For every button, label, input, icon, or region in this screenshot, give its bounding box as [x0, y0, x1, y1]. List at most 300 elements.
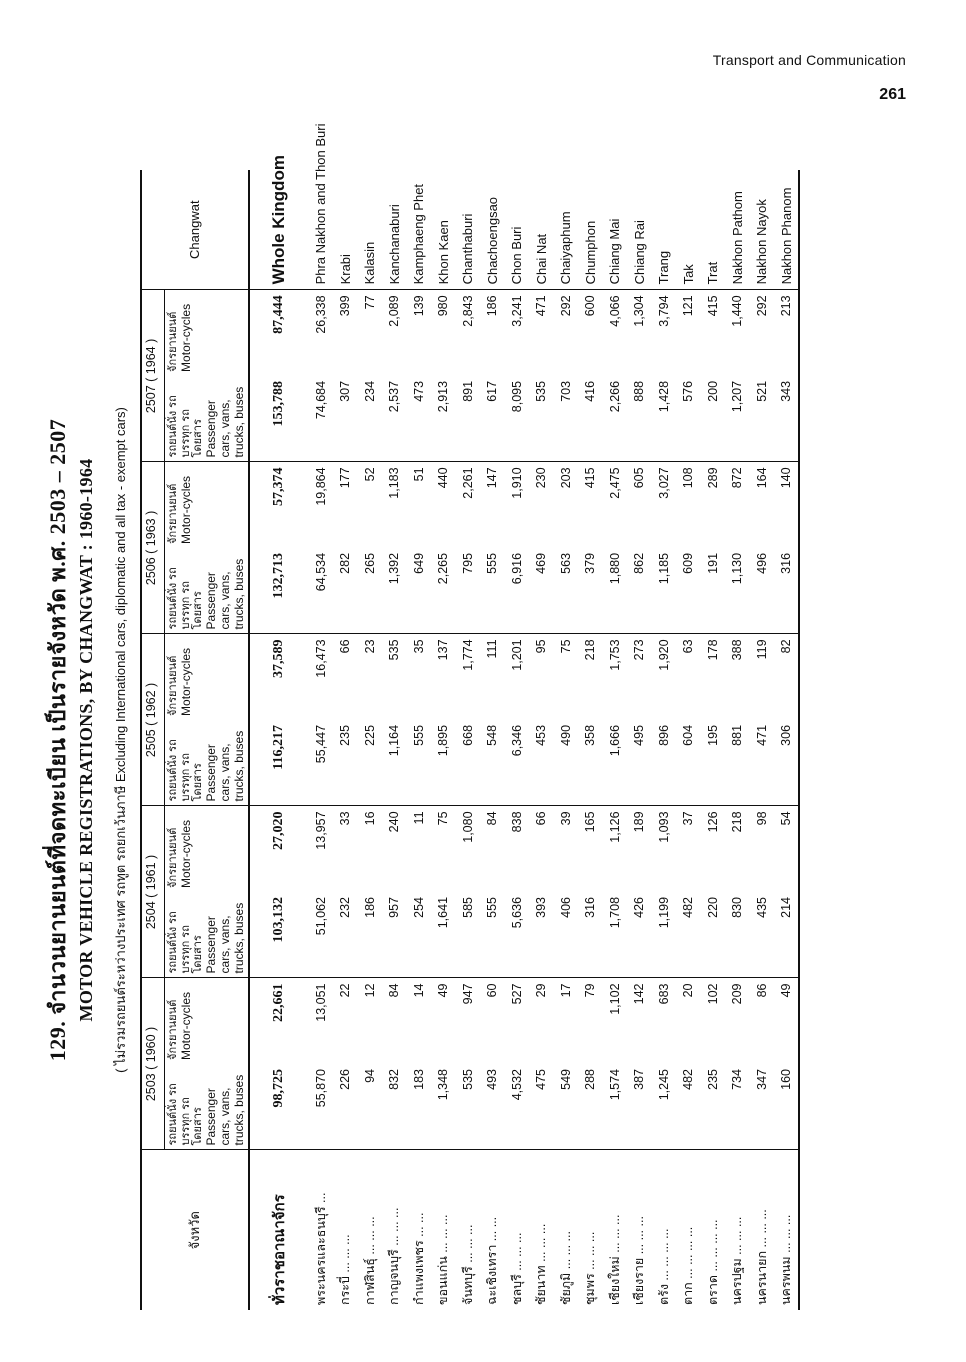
motorcycle-value: 82 — [774, 634, 800, 720]
table-row — [774, 170, 800, 1310]
table-note: ( ไม่รวมรถยนต์ระหว่างประเทศ รถทูต รถยกเว้นภาษี Excluding International cars, diplomatic and all tax - exempt cars) — [113, 407, 128, 1073]
motorcycle-value: 16 — [362, 811, 377, 826]
passenger-value: 1,185 — [651, 548, 676, 634]
motorcycle-value: 415 — [583, 467, 598, 489]
motorcycle-value: 77 — [357, 290, 382, 376]
motorcycle-value: 84 — [485, 811, 500, 826]
motorcycle-value: 189 — [632, 811, 647, 833]
motorcycle-value: 1,304 — [627, 290, 652, 376]
motorcycle-value: 218 — [730, 811, 745, 833]
motorcycle-value: 108 — [681, 467, 696, 489]
motorcycle-value: 17 — [558, 983, 573, 998]
header-motorcycles-thai: จักรยานยนต์ — [167, 655, 179, 716]
table-row — [406, 170, 431, 1310]
header-passenger-vehicles — [165, 892, 250, 978]
passenger-value: 343 — [774, 376, 800, 462]
passenger-value: 435 — [749, 892, 774, 978]
table-row — [455, 170, 480, 1310]
motorcycle-value: 137 — [436, 639, 451, 661]
table-row — [382, 170, 407, 1310]
changwat-english: Chanthaburi — [460, 213, 476, 285]
motorcycle-value: 12 — [362, 983, 377, 998]
passenger-value: 8,095 — [504, 376, 529, 462]
table-row — [725, 170, 750, 1310]
motorcycle-value: 52 — [362, 467, 377, 482]
header-passenger-english: Passenger cars, vans, trucks, buses — [203, 1074, 246, 1146]
motorcycle-value: 1,093 — [656, 811, 671, 843]
header-passenger-english: Passenger cars, vans, trucks, buses — [203, 386, 246, 458]
header-motorcycles-thai: จักรยานยนต์ — [167, 311, 179, 372]
passenger-value: 5,636 — [504, 892, 529, 978]
header-motorcycles-thai: จักรยานยนต์ — [167, 827, 179, 888]
motorcycle-value: 947 — [460, 983, 475, 1005]
changwat-thai: พระนครและธนบุรี ... — [313, 1192, 328, 1305]
passenger-value: 1,392 — [382, 548, 407, 634]
motorcycle-value: 218 — [583, 639, 598, 661]
total-row — [249, 170, 308, 1310]
passenger-value: 535 — [455, 1064, 480, 1150]
passenger-value: 74,684 — [308, 376, 333, 462]
motorcycle-value: 1,183 — [387, 467, 402, 499]
changwat-thai: กำแพงเพชร ... ... — [411, 1212, 426, 1305]
passenger-value: 51,062 — [308, 892, 333, 978]
motorcycle-value: 14 — [411, 983, 426, 998]
passenger-value: 226 — [333, 1064, 358, 1150]
changwat-thai: ตรัง ... ... ... ... — [656, 1228, 671, 1305]
passenger-value: 1,666 — [602, 720, 627, 806]
passenger-value: 6,916 — [504, 548, 529, 634]
motorcycle-value: 57,374 — [271, 467, 287, 506]
passenger-value: 254 — [406, 892, 431, 978]
passenger-value: 604 — [676, 720, 701, 806]
passenger-value: 416 — [578, 376, 603, 462]
passenger-value: 186 — [357, 892, 382, 978]
passenger-value: 469 — [529, 548, 554, 634]
table-row — [578, 170, 603, 1310]
motorcycle-value: 27,020 — [271, 811, 287, 850]
motorcycle-value: 147 — [485, 467, 500, 489]
table-row — [700, 170, 725, 1310]
motorcycle-value: 415 — [700, 290, 725, 376]
passenger-value: 306 — [774, 720, 800, 806]
motorcycle-value: 139 — [406, 290, 431, 376]
passenger-value: 94 — [357, 1064, 382, 1150]
motorcycle-value: 177 — [338, 467, 353, 489]
motorcycle-value: 980 — [431, 290, 456, 376]
passenger-value: 288 — [578, 1064, 603, 1150]
passenger-value: 225 — [357, 720, 382, 806]
motorcycle-value: 292 — [553, 290, 578, 376]
passenger-value: 214 — [774, 892, 800, 978]
passenger-value: 888 — [627, 376, 652, 462]
passenger-value: 490 — [553, 720, 578, 806]
changwat-english: Tak — [680, 264, 696, 285]
passenger-value: 896 — [651, 720, 676, 806]
motorcycle-value: 2,843 — [455, 290, 480, 376]
passenger-value: 1,348 — [431, 1064, 456, 1150]
passenger-value: 316 — [774, 548, 800, 634]
motorcycle-value: 16,473 — [313, 639, 328, 678]
table-row — [553, 170, 578, 1310]
header-motorcycles — [165, 634, 250, 720]
passenger-value: 585 — [455, 892, 480, 978]
passenger-value: 234 — [357, 376, 382, 462]
motorcycle-value: 66 — [338, 639, 353, 654]
passenger-value: 379 — [578, 548, 603, 634]
changwat-thai: นครพนม ... ... ... — [774, 1150, 800, 1310]
motorcycle-value: 186 — [480, 290, 505, 376]
motorcycle-value: 19,864 — [313, 467, 328, 506]
registrations-table — [140, 123, 800, 1310]
motorcycle-value: 3,027 — [656, 467, 671, 499]
motorcycle-value: 1,753 — [607, 639, 622, 671]
motorcycle-value: 23 — [362, 639, 377, 654]
motorcycle-value: 535 — [387, 639, 402, 661]
passenger-value: 191 — [700, 548, 725, 634]
header-passenger-vehicles — [165, 376, 250, 462]
header-year: 2507 ( 1964 ) — [141, 290, 165, 462]
motorcycle-value: 605 — [632, 467, 647, 489]
header-motorcycles — [165, 462, 250, 548]
passenger-value: 862 — [627, 548, 652, 634]
motorcycle-value: 872 — [730, 467, 745, 489]
motorcycle-value: 3,794 — [651, 290, 676, 376]
motorcycle-value: 13,957 — [313, 811, 328, 850]
passenger-value: 734 — [725, 1064, 750, 1150]
passenger-value: 832 — [382, 1064, 407, 1150]
passenger-value: 891 — [455, 376, 480, 462]
changwat-english: Kamphaeng Phet — [411, 183, 427, 285]
table-row — [676, 170, 701, 1310]
motorcycle-value: 1,774 — [460, 639, 475, 671]
header-year: 2505 ( 1962 ) — [141, 634, 165, 806]
passenger-value: 183 — [406, 1064, 431, 1150]
motorcycle-value: 230 — [534, 467, 549, 489]
header-changwat-thai: จังหวัด — [141, 1150, 249, 1310]
passenger-value: 200 — [700, 376, 725, 462]
table-row — [480, 170, 505, 1310]
header-passenger-english: Passenger cars, vans, trucks, buses — [203, 558, 246, 630]
header-year: 2506 ( 1963 ) — [141, 462, 165, 634]
header-passenger-english: Passenger cars, vans, trucks, buses — [203, 902, 246, 974]
passenger-value: 347 — [749, 1064, 774, 1150]
changwat-thai: นครปฐม ... ... ... — [730, 1216, 745, 1305]
changwat-english: Khon Kaen — [435, 220, 451, 285]
motorcycle-value: 165 — [583, 811, 598, 833]
header-motorcycles — [165, 978, 250, 1064]
passenger-value: 160 — [774, 1064, 800, 1150]
section-header: Transport and Communication — [712, 52, 906, 68]
motorcycle-value: 1,126 — [607, 811, 622, 843]
changwat-english: Kalasin — [362, 241, 378, 285]
header-motorcycles — [165, 290, 250, 376]
passenger-value: 1,895 — [431, 720, 456, 806]
table-row — [529, 170, 554, 1310]
changwat-english: Chon Buri — [509, 226, 525, 285]
passenger-value: 493 — [480, 1064, 505, 1150]
motorcycle-value: 86 — [754, 983, 769, 998]
passenger-value: 795 — [455, 548, 480, 634]
passenger-value: 549 — [553, 1064, 578, 1150]
motorcycle-value: 121 — [676, 290, 701, 376]
header-passenger-vehicles — [165, 1064, 250, 1150]
motorcycle-value: 63 — [681, 639, 696, 654]
changwat-thai: ทั่วราชอาณาจักร — [272, 1194, 289, 1305]
motorcycle-value: 838 — [509, 811, 524, 833]
header-motorcycles-english: Motor-cycles — [178, 475, 193, 544]
passenger-value: 668 — [455, 720, 480, 806]
passenger-value: 1,880 — [602, 548, 627, 634]
motorcycle-value: 178 — [705, 639, 720, 661]
motorcycle-value: 273 — [632, 639, 647, 661]
motorcycle-value: 39 — [558, 811, 573, 826]
motorcycle-value: 111 — [485, 639, 500, 659]
table-row — [627, 170, 652, 1310]
motorcycle-value: 3,241 — [504, 290, 529, 376]
passenger-value: 64,534 — [308, 548, 333, 634]
motorcycle-value: 140 — [774, 462, 800, 548]
changwat-thai: เชียงราย ... ... ... — [632, 1216, 647, 1305]
motorcycle-value: 87,444 — [249, 290, 308, 376]
motorcycle-value: 84 — [387, 983, 402, 998]
changwat-thai: ชัยนาท ... ... ... — [534, 1223, 549, 1305]
table-row — [651, 170, 676, 1310]
changwat-thai: จันทบุรี ... ... ... — [460, 1224, 475, 1305]
passenger-value: 555 — [480, 892, 505, 978]
table-row — [357, 170, 382, 1310]
motorcycle-value: 388 — [730, 639, 745, 661]
motorcycle-value: 1,102 — [607, 983, 622, 1015]
passenger-value: 132,713 — [249, 548, 308, 634]
motorcycle-value: 1,910 — [509, 467, 524, 499]
passenger-value: 195 — [700, 720, 725, 806]
motorcycle-value: 1,201 — [509, 639, 524, 671]
passenger-value: 1,164 — [382, 720, 407, 806]
motorcycle-value: 22 — [338, 983, 353, 998]
passenger-value: 265 — [357, 548, 382, 634]
passenger-value: 1,428 — [651, 376, 676, 462]
passenger-value: 1,245 — [651, 1064, 676, 1150]
passenger-value: 103,132 — [249, 892, 308, 978]
passenger-value: 1,708 — [602, 892, 627, 978]
header-passenger-vehicles — [165, 720, 250, 806]
motorcycle-value: 20 — [681, 983, 696, 998]
passenger-value: 393 — [529, 892, 554, 978]
motorcycle-value: 440 — [436, 467, 451, 489]
changwat-english: Krabi — [337, 254, 353, 285]
passenger-value: 576 — [676, 376, 701, 462]
changwat-thai: ฉะเชิงเทรา ... ... — [485, 1216, 500, 1305]
table-row — [308, 170, 333, 1310]
changwat-english: Nakhon Phanom — [774, 170, 800, 290]
passenger-value: 1,207 — [725, 376, 750, 462]
changwat-thai: ชลบุรี ... ... ... — [509, 1232, 524, 1305]
table-title-english: MOTOR VEHICLE REGISTRATIONS, BY CHANGWAT : 1960-1964 — [76, 458, 96, 1022]
changwat-english: Chiang Mai — [607, 218, 623, 285]
motorcycle-value: 119 — [754, 639, 769, 660]
passenger-value: 2,265 — [431, 548, 456, 634]
changwat-thai: ตราด ... ... ... ... — [705, 1219, 720, 1305]
passenger-value: 830 — [725, 892, 750, 978]
motorcycle-value: 13,051 — [313, 983, 328, 1022]
changwat-thai: ชุมพร ... ... ... — [583, 1231, 598, 1305]
motorcycle-value: 2,475 — [607, 467, 622, 499]
motorcycle-value: 49 — [774, 978, 800, 1064]
motorcycle-value: 49 — [436, 983, 451, 998]
header-motorcycles — [165, 806, 250, 892]
motorcycle-value: 11 — [411, 811, 426, 825]
passenger-value: 98,725 — [249, 1064, 308, 1150]
motorcycle-value: 33 — [338, 811, 353, 826]
changwat-english: Trang — [656, 250, 672, 285]
motorcycle-value: 54 — [774, 806, 800, 892]
motorcycle-value: 289 — [705, 467, 720, 489]
changwat-thai: กระบี่ ... ... ... — [338, 1234, 353, 1305]
passenger-value: 957 — [382, 892, 407, 978]
motorcycle-value: 126 — [705, 811, 720, 833]
passenger-value: 617 — [480, 376, 505, 462]
motorcycle-value: 2,261 — [460, 467, 475, 499]
motorcycle-value: 60 — [485, 983, 500, 998]
passenger-value: 235 — [700, 1064, 725, 1150]
header-changwat-english: Changwat — [141, 170, 249, 290]
changwat-thai: นครนายก ... ... ... — [754, 1209, 769, 1305]
motorcycle-value: 399 — [333, 290, 358, 376]
passenger-value: 2,266 — [602, 376, 627, 462]
motorcycle-value: 683 — [656, 983, 671, 1005]
motorcycle-value: 102 — [705, 983, 720, 1005]
changwat-thai: ขอนแก่น ... ... ... — [436, 1214, 451, 1305]
passenger-value: 307 — [333, 376, 358, 462]
header-motorcycles-thai: จักรยานยนต์ — [167, 483, 179, 544]
passenger-value: 881 — [725, 720, 750, 806]
changwat-thai: กาฬสินธุ์ ... ... ... — [362, 1216, 377, 1305]
motorcycle-value: 26,338 — [308, 290, 333, 376]
passenger-value: 475 — [529, 1064, 554, 1150]
passenger-value: 548 — [480, 720, 505, 806]
passenger-value: 316 — [578, 892, 603, 978]
motorcycle-value: 75 — [436, 811, 451, 826]
motorcycle-value: 75 — [558, 639, 573, 654]
table-row — [602, 170, 627, 1310]
header-motorcycles-english: Motor-cycles — [178, 647, 193, 716]
passenger-value: 649 — [406, 548, 431, 634]
motorcycle-value: 1,440 — [725, 290, 750, 376]
motorcycle-value: 79 — [583, 983, 598, 998]
motorcycle-value: 471 — [529, 290, 554, 376]
motorcycle-value: 209 — [730, 983, 745, 1005]
changwat-english: Chumphon — [582, 220, 598, 285]
motorcycle-value: 37,589 — [271, 639, 287, 678]
table-row — [749, 170, 774, 1310]
passenger-value: 358 — [578, 720, 603, 806]
passenger-value: 471 — [749, 720, 774, 806]
motorcycle-value: 2,089 — [382, 290, 407, 376]
motorcycle-value: 142 — [632, 983, 647, 1005]
passenger-value: 609 — [676, 548, 701, 634]
motorcycle-value: 4,066 — [602, 290, 627, 376]
passenger-value: 220 — [700, 892, 725, 978]
passenger-value: 1,641 — [431, 892, 456, 978]
passenger-value: 482 — [676, 892, 701, 978]
passenger-value: 2,537 — [382, 376, 407, 462]
passenger-value: 6,346 — [504, 720, 529, 806]
passenger-value: 495 — [627, 720, 652, 806]
motorcycle-value: 292 — [749, 290, 774, 376]
motorcycle-value: 95 — [534, 639, 549, 654]
header-year: 2503 ( 1960 ) — [141, 978, 165, 1150]
changwat-english: Nakhon Nayok — [754, 199, 770, 285]
changwat-english: Chaiyaphum — [558, 211, 574, 285]
passenger-value: 235 — [333, 720, 358, 806]
motorcycle-value: 240 — [387, 811, 402, 833]
header-passenger-thai: รถยนต์นั่ง รถบรรทุก รถโดยสาร — [167, 395, 205, 458]
motorcycle-value: 51 — [411, 467, 426, 482]
changwat-english: Kanchanaburi — [386, 204, 402, 285]
passenger-value: 482 — [676, 1064, 701, 1150]
header-motorcycles-english: Motor-cycles — [178, 819, 193, 888]
passenger-value: 2,913 — [431, 376, 456, 462]
changwat-english: Nakhon Pathom — [729, 191, 745, 285]
header-motorcycles-english: Motor-cycles — [178, 991, 193, 1060]
motorcycle-value: 35 — [411, 639, 426, 654]
page-number: 261 — [879, 86, 906, 103]
changwat-english: Phra Nakhon and Thon Buri — [313, 123, 329, 285]
passenger-value: 453 — [529, 720, 554, 806]
motorcycle-value: 66 — [534, 811, 549, 826]
motorcycle-value: 164 — [754, 467, 769, 489]
table-row — [504, 170, 529, 1310]
passenger-value: 1,199 — [651, 892, 676, 978]
table-title-thai: 129. จำนวนยานยนต์ที่จดทะเบียน เป็นรายจังหวัด พ.ศ. 2503 – 2507 — [45, 418, 70, 1062]
passenger-value: 55,870 — [308, 1064, 333, 1150]
passenger-value: 426 — [627, 892, 652, 978]
header-passenger-english: Passenger cars, vans, trucks, buses — [203, 730, 246, 802]
changwat-thai: ชัยภูมิ ... ... ... — [558, 1231, 573, 1305]
motorcycle-value: 1,920 — [656, 639, 671, 671]
passenger-value: 116,217 — [249, 720, 308, 806]
changwat-thai: กาญจนบุรี ... ... ... — [387, 1207, 402, 1305]
passenger-value: 555 — [406, 720, 431, 806]
changwat-thai: เชียงใหม่ ... ... ... — [607, 1214, 622, 1305]
changwat-english: Chai Nat — [533, 233, 549, 285]
motorcycle-value: 37 — [681, 811, 696, 826]
header-passenger-thai: รถยนต์นั่ง รถบรรทุก รถโดยสาร — [167, 1083, 205, 1146]
changwat-thai: ตาก ... ... ... ... — [681, 1226, 696, 1305]
passenger-value: 1,130 — [725, 548, 750, 634]
motorcycle-value: 98 — [754, 811, 769, 826]
motorcycle-value: 1,080 — [460, 811, 475, 843]
passenger-value: 703 — [553, 376, 578, 462]
passenger-value: 535 — [529, 376, 554, 462]
rotated-table-page — [40, 123, 840, 1310]
header-passenger-thai: รถยนต์นั่ง รถบรรทุก รถโดยสาร — [167, 911, 205, 974]
motorcycle-value: 29 — [534, 983, 549, 998]
motorcycle-value: 600 — [578, 290, 603, 376]
header-year: 2504 ( 1961 ) — [141, 806, 165, 978]
motorcycle-value: 527 — [509, 983, 524, 1005]
table-row — [431, 170, 456, 1310]
passenger-value: 232 — [333, 892, 358, 978]
passenger-value: 153,788 — [249, 376, 308, 462]
passenger-value: 55,447 — [308, 720, 333, 806]
changwat-english: Chiang Rai — [631, 220, 647, 285]
motorcycle-value: 22,661 — [271, 983, 287, 1022]
passenger-value: 473 — [406, 376, 431, 462]
passenger-value: 521 — [749, 376, 774, 462]
changwat-english: Whole Kingdom — [269, 155, 289, 285]
passenger-value: 563 — [553, 548, 578, 634]
